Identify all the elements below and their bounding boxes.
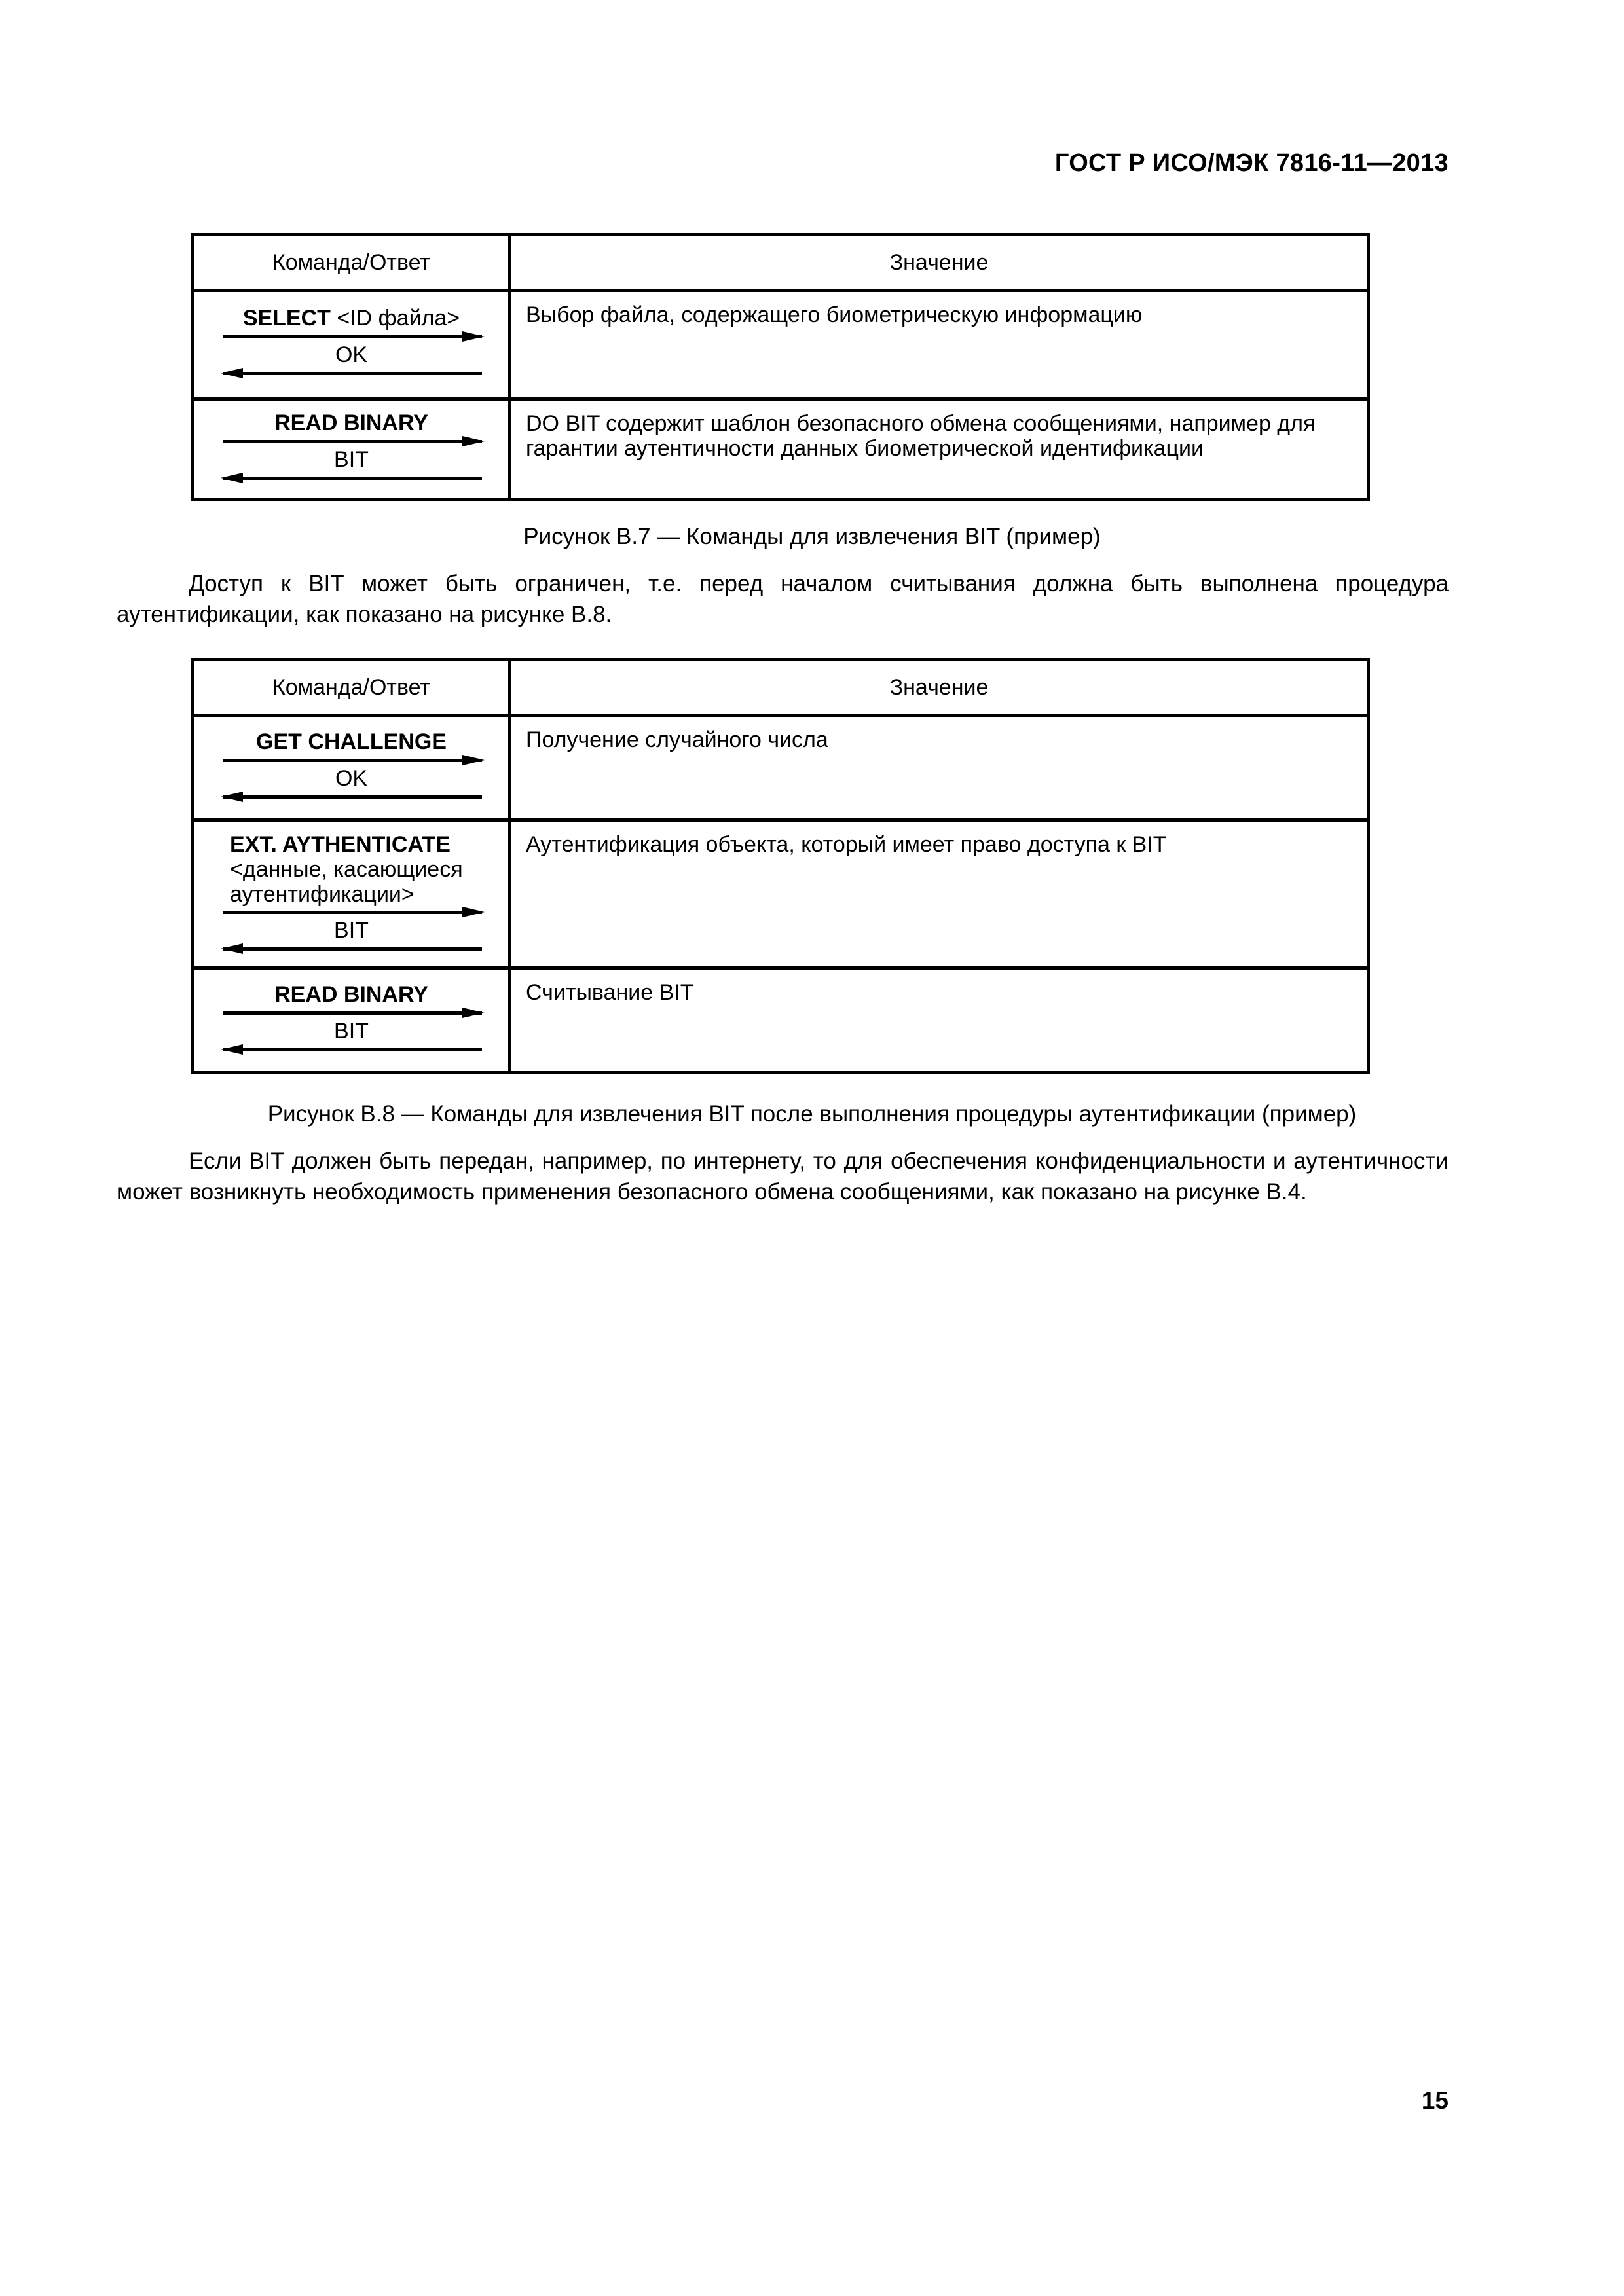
table-header-row [193, 235, 1369, 291]
arrow-right-icon [223, 907, 482, 917]
response-label: BIT [334, 447, 369, 472]
arrow-left-icon [223, 792, 482, 802]
command-label: READ BINARY [274, 410, 428, 435]
figure-b7-table [191, 233, 1370, 501]
arrow-right-icon [223, 755, 482, 765]
figure-b8-caption: Рисунок В.8 — Команды для извлечения BIT после выполнения процедуры аутентификации (пример) [267, 1101, 1357, 1127]
column-header-meaning: Значение [510, 235, 1369, 291]
column-header-meaning: Значение [510, 660, 1369, 716]
command-cell [193, 291, 510, 399]
figure-b7-caption: Рисунок В.7 — Команды для извлечения BIT (пример) [523, 524, 1101, 549]
arrow-right-icon [223, 1008, 482, 1018]
table-row [193, 820, 1369, 968]
command-label: EXT. AYTHENTICATE [230, 832, 451, 857]
command-label: SELECT <ID файла> [242, 306, 460, 331]
table-row [193, 968, 1369, 1073]
arrow-left-icon [223, 1044, 482, 1055]
command-cell [193, 968, 510, 1073]
table-row [193, 399, 1369, 500]
command-cell [193, 820, 510, 968]
arrow-right-icon [223, 331, 482, 342]
arrow-left-icon [223, 473, 482, 483]
arrow-left-icon [223, 943, 482, 954]
table-header-row [193, 660, 1369, 716]
page-number: 15 [1421, 2087, 1449, 2114]
meaning-cell: Считывание BIT [510, 968, 1369, 1073]
document-header: ГОСТ Р ИСО/МЭК 7816-11—2013 [1054, 149, 1449, 177]
response-label: OK [335, 342, 368, 367]
response-label: BIT [334, 1019, 369, 1044]
command-label: READ BINARY [274, 982, 428, 1007]
command-cell [193, 716, 510, 820]
meaning-cell: Аутентификация объекта, который имеет право доступа к BIT [510, 820, 1369, 968]
response-label: BIT [334, 918, 369, 943]
column-header-command: Команда/Ответ [193, 235, 510, 291]
meaning-cell: Получение случайного числа [510, 716, 1369, 820]
body-paragraph: Если BIT должен быть передан, например, по интернету, то для обеспечения конфиденциальности и аутентичности может возникнуть необходимость применения безопасного обмена сообщениями, как показано на рисунке В.4. [117, 1148, 1449, 1205]
command-param-line: <данные, касающиеся [230, 857, 463, 882]
command-cell [193, 399, 510, 500]
meaning-cell: Выбор файла, содержащего биометрическую информацию [510, 291, 1369, 399]
table-row [193, 291, 1369, 399]
response-label: OK [335, 766, 368, 791]
arrow-left-icon [223, 368, 482, 378]
figure-b8-table [191, 658, 1370, 1074]
table-row [193, 716, 1369, 820]
column-header-command: Команда/Ответ [193, 660, 510, 716]
command-label: GET CHALLENGE [256, 729, 447, 754]
command-param-line: аутентификации> [230, 882, 415, 907]
meaning-cell: DO BIT содержит шаблон безопасного обмена сообщениями, например для гарантии аутентичности данных биометрической идентификации [510, 399, 1369, 500]
body-paragraph: Доступ к BIT может быть ограничен, т.е. перед началом считывания должна быть выполнена процедура аутентификации, как показано на рисунке В.8. [117, 571, 1449, 627]
arrow-right-icon [223, 436, 482, 446]
